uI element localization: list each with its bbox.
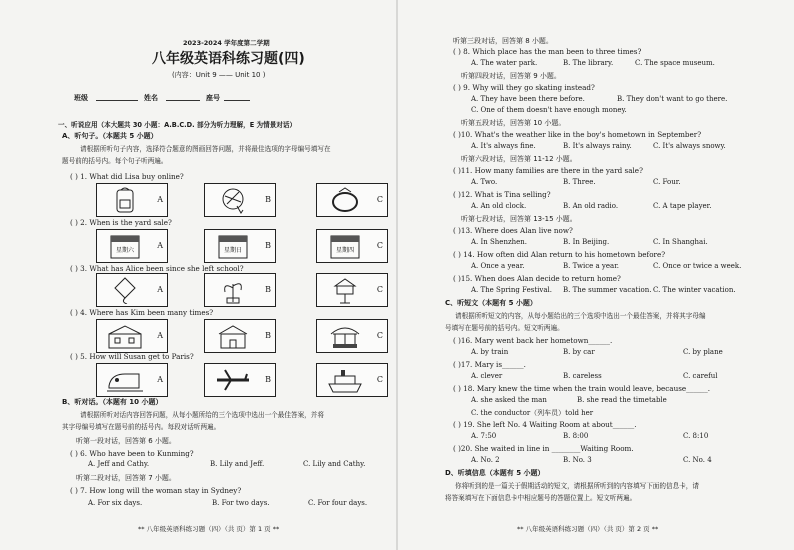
q16-option-c[interactable]: C. by plane [683,348,723,356]
q1-option-a[interactable]: A [96,183,168,217]
question-15: ( )15. When does Alan decide to return home? [453,274,621,283]
q18-option-c[interactable]: C. the conductor（列车员）told her [471,409,594,417]
section-a-heading: A、听句子。（本题共 5 小题） [62,132,158,140]
right-page [397,0,794,550]
question-4: ( ) 4. Where has Kim been many times? [70,308,214,317]
backpack-icon [105,186,145,214]
calendar-icon [105,232,145,260]
question-18: ( ) 18. Mary knew the time when the train would leave, because______. [453,384,711,393]
scarf-icon [213,186,253,214]
q4-option-a[interactable]: A [96,319,168,353]
content-scope: (内容：Unit 9 —— Unit 10 ) [172,71,266,79]
section-d-instr2: 将答案填写在下面信息卡中相应题号的答题位置上。短文听两遍。 [445,494,637,502]
class-label: 班级 [74,94,88,102]
q20-option-c[interactable]: C. No. 4 [683,456,712,464]
name-field[interactable] [166,100,200,101]
footer-left: ** 八年级英语科练习题（四）（共 页）第 1 页 ** [138,525,280,533]
section-d-heading: D、听填信息（本题有 5 小题） [445,469,545,477]
q14-option-a[interactable]: A. Once a year. [471,262,525,270]
q12-option-c[interactable]: C. A tape player. [653,202,712,210]
q12-option-a[interactable]: A. An old clock. [471,202,527,210]
q4-option-b[interactable]: B [204,319,276,353]
q11-option-c[interactable]: C. Four. [653,178,681,186]
q2-option-a[interactable]: 星期六 A [96,229,168,263]
tree-house-icon [325,276,365,304]
q3-option-b[interactable]: B [204,273,276,307]
q4-option-c[interactable]: C [316,319,388,353]
calendar-icon [325,232,365,260]
section-a-instr1: 请根据所听句子内容，选择符合题意的图画回答问题，并将最佳选项的字母编号填写在 [80,145,331,153]
q14-option-c[interactable]: C. Once or twice a week. [653,262,742,270]
q17-option-b[interactable]: B. careless [563,372,602,380]
q3-option-c[interactable]: C [316,273,388,307]
section-b-heading: B、听对话。（本题有 10 小题） [62,398,163,406]
q18-option-a[interactable]: A. she asked the man [471,396,547,404]
question-2: ( ) 2. When is the yard sale? [70,218,172,227]
question-11: ( )11. How many families are there in the yard sale? [453,166,643,175]
q5-option-a[interactable]: A [96,363,168,397]
airplane-icon [213,366,253,394]
part1-heading: 一、听说应用（本大题共 30 小题：A.B.C.D. 部分为听力理解，E 为情景对话） [58,121,297,129]
q20-option-a[interactable]: A. No. 2 [471,456,500,464]
q1-option-b[interactable]: B [204,183,276,217]
q7-option-c[interactable]: C. For four days. [308,499,368,507]
q13-option-c[interactable]: C. In Shanghai. [653,238,708,246]
section-d-instr1: 你将听到的是一篇关于假期活动的短文，请根据所听到的内容填写下面的信息卡，请 [455,482,699,490]
question-16: ( )16. Mary went back her hometown______. [453,336,613,345]
page-title: 八年级英语科练习题(四) [152,51,305,67]
q8-option-a[interactable]: A. The water park. [471,59,538,67]
q13-option-a[interactable]: A. In Shenzhen. [471,238,528,246]
amusement-park-icon [325,322,365,350]
q5-option-c[interactable]: C [316,363,388,397]
q8-option-b[interactable]: B. The library. [563,59,614,67]
section-c-heading: C、听短文（本题有 5 小题） [445,299,537,307]
svg-text:星期日: 星期日 [223,247,243,254]
conv1-label: 听第一段对话，回答第 6 小题。 [76,437,176,445]
q5-option-b[interactable]: B [204,363,276,397]
q19-option-b[interactable]: B. 8:00 [563,432,589,440]
question-19: ( ) 19. She left No. 4 Waiting Room at about______. [453,420,637,429]
q2-option-c[interactable]: 星期四 C [316,229,388,263]
question-8: ( ) 8. Which place has the man been to three times? [453,47,642,56]
seat-field[interactable] [224,100,250,101]
question-5: ( ) 5. How will Susan get to Paris? [70,352,194,361]
question-17: ( )17. Mary is______. [453,360,526,369]
seat-label: 座号 [206,94,220,102]
q6-option-b[interactable]: B. Lily and Jeff. [210,460,265,468]
name-label: 姓名 [144,94,158,102]
q13-option-b[interactable]: B. In Beijing. [563,238,610,246]
conv7-label: 听第七段对话，回答第 13-15 小题。 [461,215,577,223]
q9-option-a[interactable]: A. They have been there before. [471,95,585,103]
q3-option-a[interactable]: A [96,273,168,307]
q19-option-c[interactable]: C. 8:10 [683,432,709,440]
question-7: ( ) 7. How long will the woman stay in Sydney? [70,486,242,495]
question-10: ( )10. What's the weather like in the boy's hometown in September? [453,130,702,139]
kite-icon [105,276,145,304]
q7-option-a[interactable]: A. For six days. [88,499,143,507]
section-b-instr2: 其字母编号填写在题号前的括号内。每段对话听两遍。 [62,423,221,431]
question-13: ( )13. Where does Alan live now? [453,226,573,235]
q17-option-c[interactable]: C. careful [683,372,718,380]
q10-option-c[interactable]: C. It's always snowy. [653,142,726,150]
q19-option-a[interactable]: A. 7:50 [471,432,497,440]
question-3: ( ) 3. What has Alice been since she left school? [70,264,244,273]
class-field[interactable] [96,100,138,101]
q16-option-a[interactable]: A. by train [471,348,509,356]
q15-option-b[interactable]: B. The summer vacation. [563,286,652,294]
q17-option-a[interactable]: A. clever [471,372,503,380]
q16-option-b[interactable]: B. by car [563,348,595,356]
question-14: ( ) 14. How often did Alan return to his hometown before? [453,250,666,259]
q9-option-b[interactable]: B. They don't want to go there. [617,95,728,103]
question-12: ( )12. What is Tina selling? [453,190,551,199]
footer-right: ** 八年级英语科练习题（四）（共 页）第 2 页 ** [517,525,659,533]
svg-text:星期六: 星期六 [115,247,135,254]
mirror-icon [325,186,365,214]
question-9: ( ) 9. Why will they go skating instead? [453,83,595,92]
q15-option-c[interactable]: C. The winter vacation. [653,286,736,294]
section-b-instr1: 请根据所听对话内容回答问题，从每小题所给的三个选项中选出一个最佳答案，并将 [80,411,324,419]
q6-option-a[interactable]: A. Jeff and Cathy. [88,460,150,468]
train-station-icon [105,322,145,350]
conv5-label: 听第五段对话，回答第 10 小题。 [461,119,566,127]
q15-option-a[interactable]: A. The Spring Festival. [471,286,552,294]
q18-option-b[interactable]: B. she read the timetable [577,396,667,404]
q14-option-b[interactable]: B. Twice a year. [563,262,620,270]
section-c-instr2: 号填写在题号前的括号内。短文听两遍。 [445,324,564,332]
conv2-label: 听第二段对话，回答第 7 小题。 [76,474,176,482]
plant-icon [213,276,253,304]
conv6-label: 听第六段对话，回答第 11-12 小题。 [461,155,577,163]
house-icon [213,322,253,350]
term-label: 2023-2024 学年度第二学期 [183,39,270,47]
q20-option-b[interactable]: B. No. 3 [563,456,592,464]
question-20: ( )20. She waited in line in ________Waiting Room. [453,444,634,453]
q9-option-c[interactable]: C. One of them doesn't have enough money. [471,106,627,114]
section-c-instr1: 请根据所听短文的内容，从每小题给出的三个选项中选出一个最佳答案，并将其字母编 [455,312,706,320]
q10-option-b[interactable]: B. It's always rainy. [563,142,632,150]
q6-option-c[interactable]: C. Lily and Cathy. [303,460,366,468]
q8-option-c[interactable]: C. The space museum. [635,59,715,67]
conv3-label: 听第三段对话，回答第 8 小题。 [453,37,553,45]
q11-option-a[interactable]: A. Two. [471,178,498,186]
q2-option-b[interactable]: 星期日 B [204,229,276,263]
conv4-label: 听第四段对话，回答第 9 小题。 [461,72,561,80]
question-1: ( ) 1. What did Lisa buy online? [70,172,184,181]
train-icon [105,366,145,394]
question-6: ( ) 6. Who have been to Kunming? [70,449,194,458]
svg-text:星期四: 星期四 [335,247,355,254]
calendar-icon [213,232,253,260]
q1-option-c[interactable]: C [316,183,388,217]
q10-option-a[interactable]: A. It's always fine. [471,142,536,150]
section-a-instr2: 题号前的括号内。每个句子听两遍。 [62,157,168,165]
q11-option-b[interactable]: B. Three. [563,178,596,186]
q12-option-b[interactable]: B. An old radio. [563,202,619,210]
ship-icon [325,366,365,394]
q7-option-b[interactable]: B. For two days. [212,499,270,507]
